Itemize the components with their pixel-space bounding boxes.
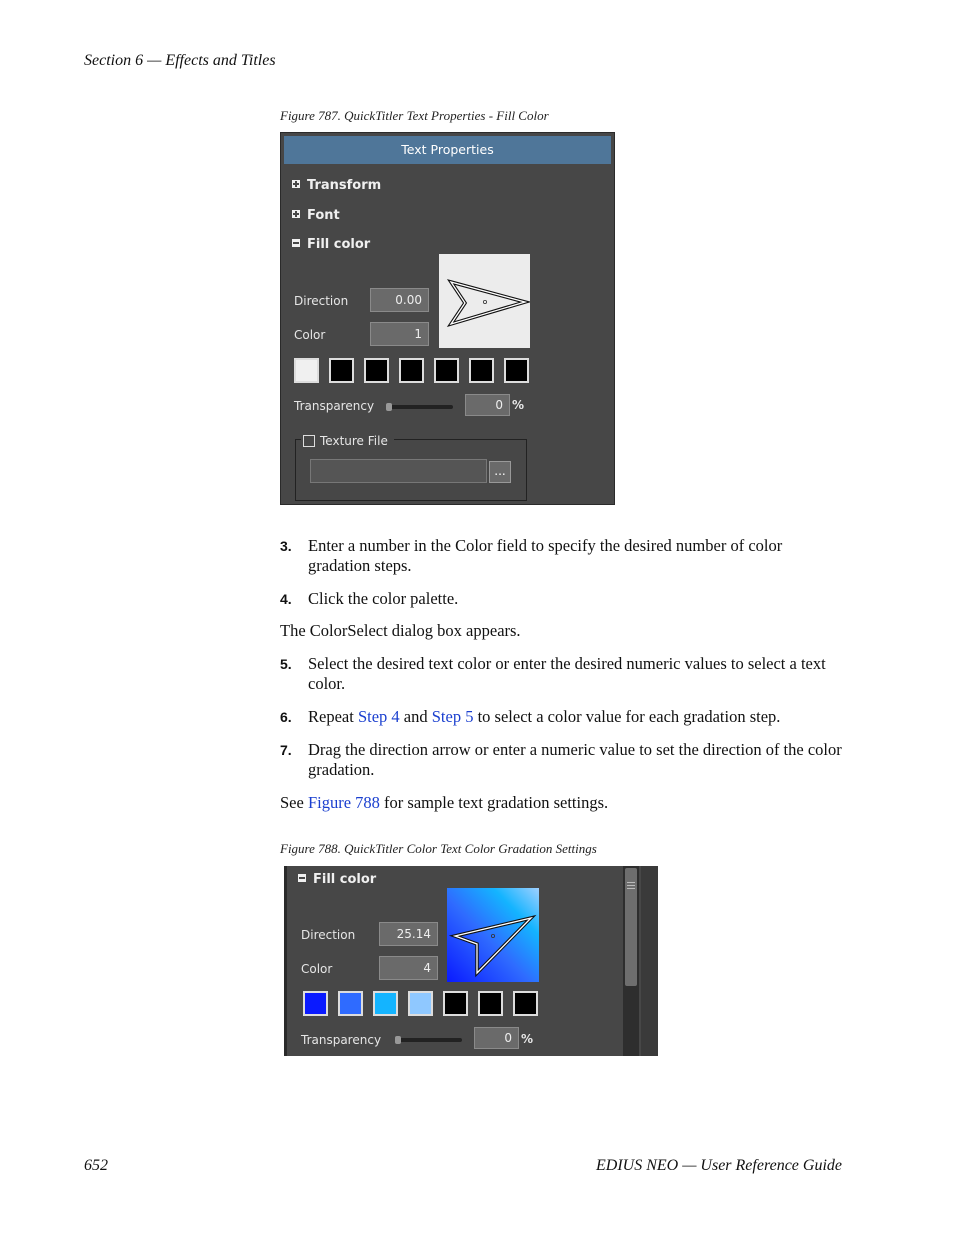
texture-file-legend [301,430,394,446]
step-6 [280,707,845,727]
fill-color-section[interactable] [292,237,370,252]
page-number: 652 [84,1157,108,1174]
panel-edge [641,866,658,1056]
direction-input[interactable]: 25.14 [379,922,438,946]
color-label: Color [294,328,326,342]
transparency-input[interactable]: 0 [465,394,510,416]
palette-swatch-4[interactable] [408,991,433,1016]
step-text-part: and [399,707,432,726]
palette-swatch-6[interactable] [478,991,503,1016]
grip-icon [627,882,635,883]
step-text [308,707,845,727]
percent-unit: % [521,1032,534,1046]
step-text-part: Repeat [308,707,358,726]
palette-swatch-2[interactable] [338,991,363,1016]
step-7 [280,740,845,780]
collapse-icon[interactable] [292,239,300,247]
color-label: Color [301,962,333,976]
step-5 [280,654,845,694]
expand-icon[interactable] [292,180,300,188]
palette-swatch-5[interactable] [434,358,459,383]
font-section[interactable] [292,208,340,223]
texture-file-input[interactable] [310,459,487,483]
fill-color-section[interactable] [298,872,376,887]
step-4-link[interactable]: Step 4 [357,707,400,726]
para-text: for sample text gradation settings. [379,793,609,812]
fill-color-label: Fill color [313,872,377,887]
direction-label: Direction [301,928,356,942]
palette-swatch-5[interactable] [443,991,468,1016]
expand-icon[interactable] [292,210,300,218]
para-text: See [280,793,308,812]
percent-unit: % [512,398,525,412]
palette-swatch-7[interactable] [513,991,538,1016]
guide-title: EDIUS NEO — User Reference Guide [595,1157,842,1174]
collapse-icon[interactable] [298,874,306,882]
palette-swatch-1[interactable] [294,358,319,383]
figure-788-link[interactable]: Figure 788 [307,793,380,812]
step-text: Drag the direction arrow or enter a numeric value to set the direction of the color gradation. [308,740,842,779]
step-text-part: to select a color value for each gradation step. [473,707,781,726]
transparency-input[interactable]: 0 [474,1027,519,1049]
step-text: Click the color palette. [308,589,459,608]
color-count-input[interactable]: 1 [370,322,429,346]
color-count-input[interactable]: 4 [379,956,438,980]
fill-color-label: Fill color [307,237,371,252]
figure-788-caption: Figure 788. QuickTitler Color Text Color Gradation Settings [280,841,597,856]
running-head: Section 6 — Effects and Titles [84,52,276,69]
transparency-slider-handle[interactable] [395,1036,401,1044]
step-3 [280,536,845,576]
direction-preview[interactable] [439,254,530,348]
direction-input[interactable]: 0.00 [370,288,429,312]
see-figure-paragraph [280,793,608,813]
texture-file-label: Texture File [320,434,388,448]
step-number: 6. [280,709,292,725]
transform-label: Transform [307,178,382,193]
step-number: 7. [280,742,292,758]
transform-section[interactable] [292,178,381,193]
browse-button[interactable]: ... [489,461,511,483]
step-5-link[interactable]: Step 5 [431,707,474,726]
fill-color-gradation-panel [284,866,658,1056]
transparency-slider[interactable] [387,405,453,409]
text-properties-panel [280,132,615,505]
font-label: Font [307,208,340,223]
step-text: Select the desired text color or enter the desired numeric values to select a text color. [308,654,826,693]
direction-label: Direction [294,294,349,308]
palette-swatch-4[interactable] [399,358,424,383]
figure-787-caption: Figure 787. QuickTitler Text Properties - Fill Color [280,108,549,123]
transparency-label: Transparency [294,399,375,413]
gradient-direction-preview[interactable] [447,888,539,982]
palette-swatch-6[interactable] [469,358,494,383]
step-number: 4. [280,591,292,607]
palette-swatch-2[interactable] [329,358,354,383]
dialog-paragraph: The ColorSelect dialog box appears. [280,621,521,640]
palette-swatch-7[interactable] [504,358,529,383]
palette-swatch-1[interactable] [303,991,328,1016]
transparency-slider-handle[interactable] [386,403,392,411]
step-number: 3. [280,538,292,554]
step-text: Enter a number in the Color field to specify the desired number of color gradation steps. [308,536,783,575]
transparency-slider[interactable] [396,1038,462,1042]
step-number: 5. [280,656,292,672]
scrollbar-thumb[interactable] [625,868,637,986]
transparency-label: Transparency [301,1033,382,1047]
palette-swatch-3[interactable] [364,358,389,383]
texture-file-checkbox[interactable] [303,435,315,447]
step-4 [280,589,845,609]
panel-title: Text Properties [284,136,611,164]
palette-swatch-3[interactable] [373,991,398,1016]
